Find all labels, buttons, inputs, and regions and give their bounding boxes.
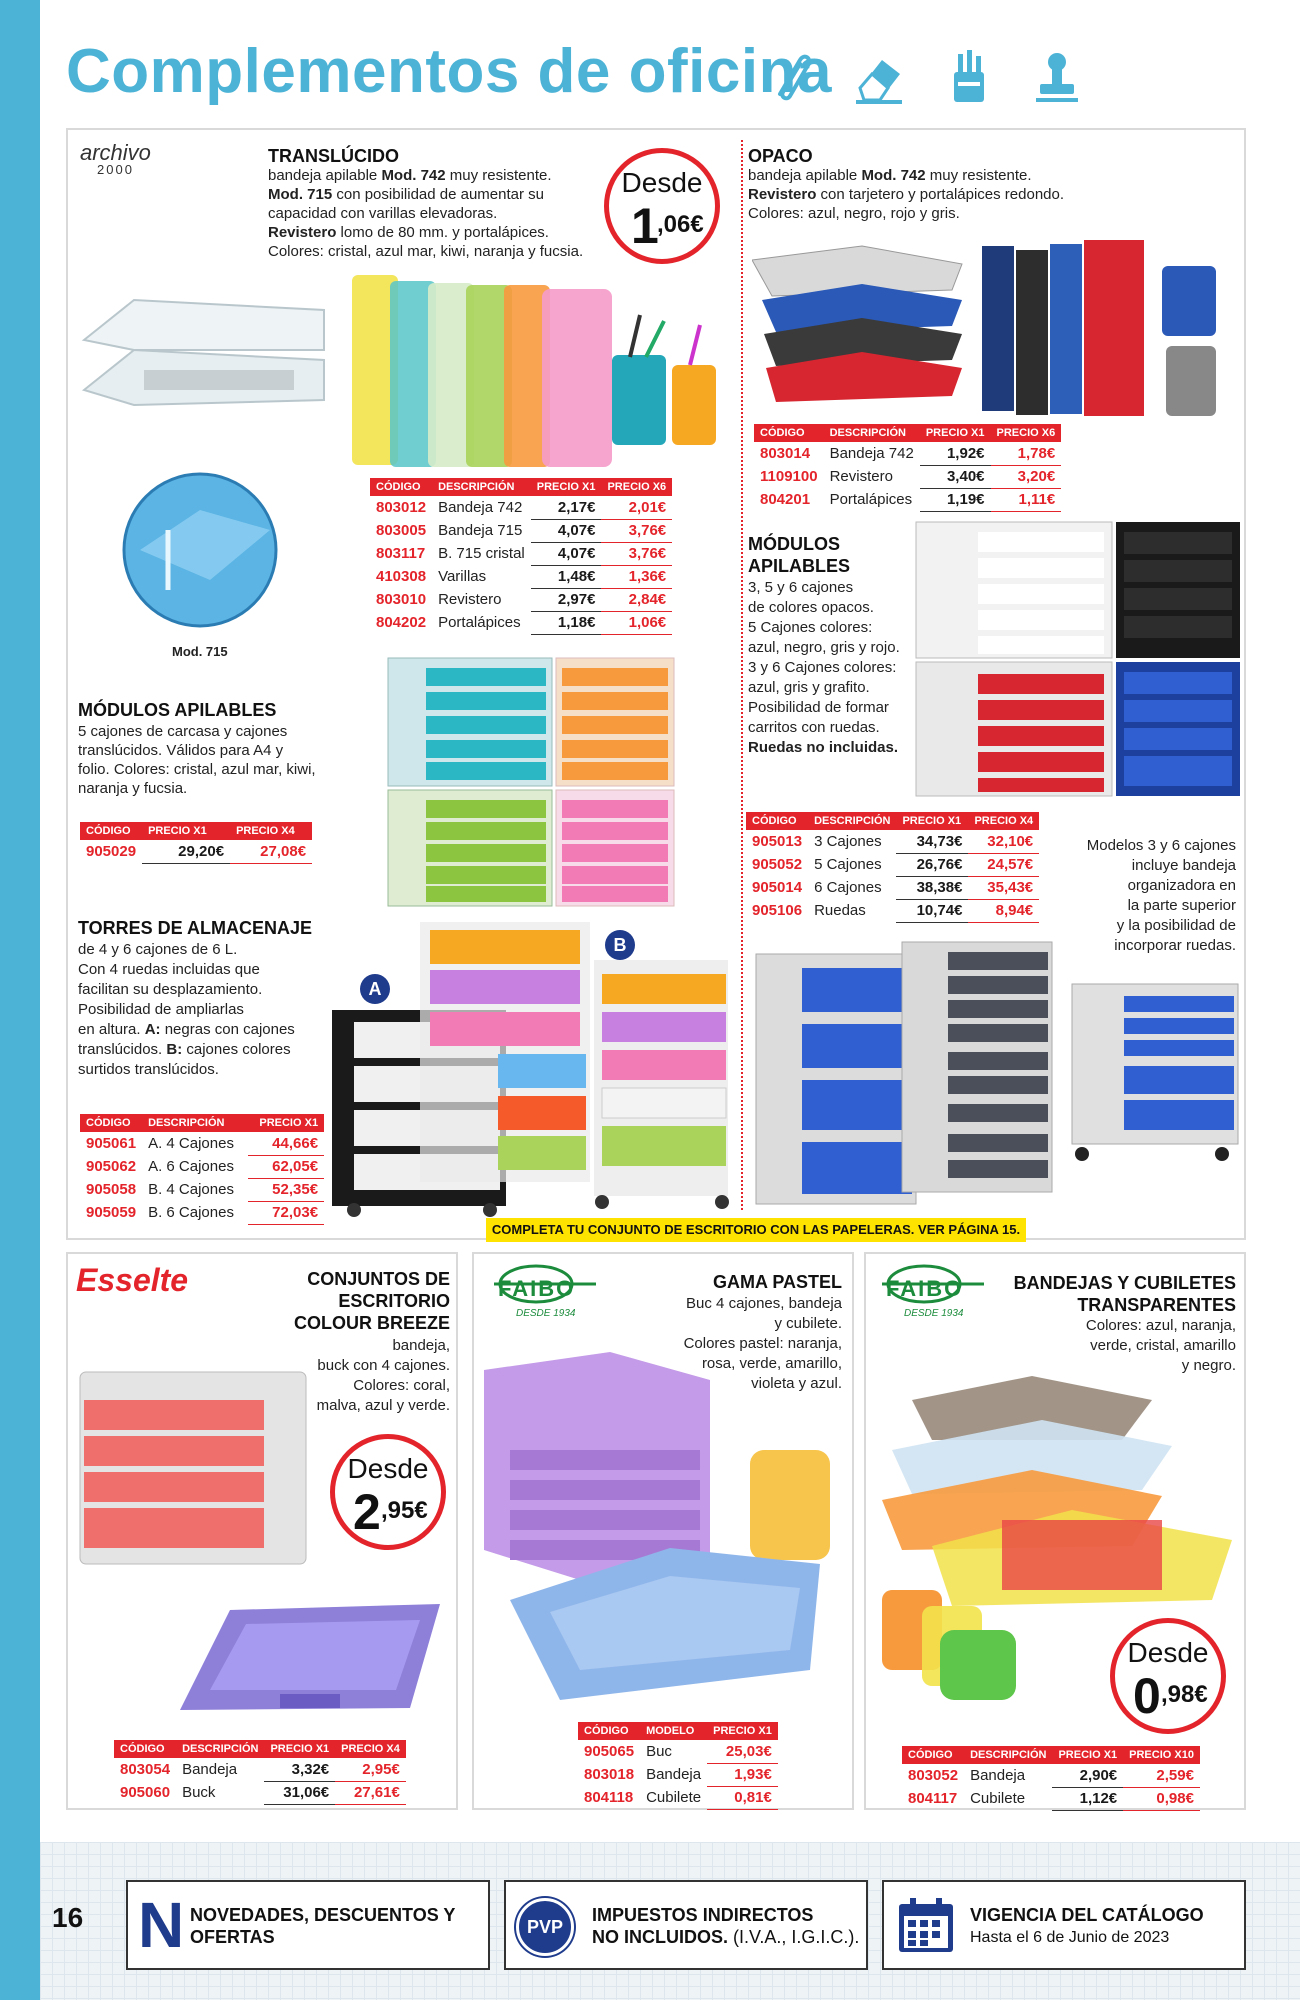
table-header-row: CÓDIGO DESCRIPCIÓN PRECIO X1 <box>80 1114 324 1132</box>
modulos-right-title-1: MÓDULOS <box>748 534 840 554</box>
esselte-logo: Esselte <box>76 1262 189 1298</box>
label-b: B <box>605 930 635 960</box>
table-row: 803010 Revistero 2,97€ 2,84€ <box>370 588 672 611</box>
opaque-trays-image <box>752 236 1232 426</box>
translucent-drawer-modules-image <box>386 650 676 910</box>
magazine-holders-image <box>350 265 730 475</box>
esselte-title: CONJUNTOS DE ESCRITORIO COLOUR BREEZE <box>293 1269 450 1333</box>
opaco-price-table <box>754 424 1061 512</box>
opaco-title: OPACO <box>748 146 813 166</box>
modulos-right-price-table <box>746 812 1039 923</box>
translucido-description: bandeja apilable Mod. 742 muy resistente. Mod. 715 con posibilidad de aumentar su capacidad con varillas elevadoras. Revistero lomo de 80 mm. y portalápices. Colores: cristal, azul mar, kiwi, naranja y fucsia. <box>268 167 584 260</box>
gama-pastel-price-table <box>578 1722 778 1810</box>
modulos-right-note: Modelos 3 y 6 cajones incluye bandeja organizadora en la parte superior y la posibilidad de incorporar ruedas. <box>1086 837 1236 954</box>
vigencia-date: Hasta el 6 de Junio de 2023 <box>970 1929 1170 1946</box>
table-header-row: CÓDIGO DESCRIPCIÓN PRECIO X1 PRECIO X4 <box>746 812 1039 830</box>
table-row: 905060 Buck 31,06€ 27,61€ <box>114 1781 406 1804</box>
page-number: 16 <box>52 1902 84 1933</box>
translucido-title: TRANSLÚCIDO <box>268 146 399 166</box>
modulos-right-description: 3, 5 y 6 cajones de colores opacos. 5 Cajones colores: azul, negro, gris y rojo. 3 y 6 Cajones colores: azul, gris y grafito. Posibilidad de formar carritos con ruedas. Ruedas no incluidas. <box>748 579 900 756</box>
table-row: 410308 Varillas 1,48€ 1,36€ <box>370 565 672 588</box>
gama-pastel-title: GAMA PASTEL <box>713 1272 842 1292</box>
table-row: 905061 A. 4 Cajones 44,66€ <box>80 1132 324 1155</box>
page-title: Complementos de oficina <box>66 37 832 106</box>
opaque-drawer-modules-image <box>912 520 1242 800</box>
price-badge-esselte: Desde 2 ,95€ <box>330 1434 446 1550</box>
gama-pastel-description: Buc 4 cajones, bandeja y cubilete. Colores pastel: naranja, rosa, verde, amarillo, violeta y azul. <box>683 1295 842 1392</box>
label-a: A <box>360 974 390 1004</box>
paperclip-icon <box>760 48 818 106</box>
footer-novedades <box>126 1880 490 1970</box>
faibo-logo-transparentes: FAIBO DESDE 1934 <box>878 1262 988 1324</box>
colour-breeze-buck-image <box>78 1370 308 1570</box>
table-row: 803117 B. 715 cristal 4,07€ 3,76€ <box>370 542 672 565</box>
vigencia-title: VIGENCIA DEL CATÁLOGO <box>970 1905 1204 1925</box>
transparentes-title: BANDEJAS Y CUBILETES TRANSPARENTES <box>1013 1273 1236 1315</box>
eraser-icon <box>850 48 908 106</box>
table-row: 803018 Bandeja 1,93€ <box>578 1763 778 1786</box>
translucent-tray-image <box>74 280 344 430</box>
transparentes-price-table <box>902 1746 1200 1811</box>
table-header-row: CÓDIGO MODELO PRECIO X1 <box>578 1722 778 1740</box>
table-header-row: CÓDIGO PRECIO X1 PRECIO X4 <box>80 822 312 840</box>
impuestos-text: IMPUESTOS INDIRECTOS NO INCLUIDOS. (I.V.A., I.G.I.C.). <box>592 1905 860 1947</box>
table-row: 905029 29,20€ 27,08€ <box>80 840 312 863</box>
table-row: 804117 Cubilete 1,12€ 0,98€ <box>902 1787 1200 1810</box>
storage-towers-image <box>330 920 730 1220</box>
table-row: 804201 Portalápices 1,19€ 1,11€ <box>754 488 1061 511</box>
novedades-text: NOVEDADES, DESCUENTOS Y OFERTAS <box>190 1905 456 1947</box>
esselte-description: bandeja, buck con 4 cajones. Colores: coral, malva, azul y verde. <box>316 1337 450 1414</box>
modulos-right-title-2: APILABLES <box>748 556 851 576</box>
transparentes-description: Colores: azul, naranja, verde, cristal, amarillo y negro. <box>1085 1317 1236 1374</box>
modulos-left-price-table <box>80 822 312 864</box>
pencil-cup-icon <box>940 48 998 106</box>
drawer-carts-image <box>752 934 1242 1210</box>
footer-impuestos <box>504 1880 868 1970</box>
faibo-logo-pastel: FAIBO DESDE 1934 <box>490 1262 600 1324</box>
novedades-n-icon: N <box>138 1889 185 1961</box>
table-row: 905065 Buc 25,03€ <box>578 1740 778 1763</box>
table-header-row: CÓDIGO DESCRIPCIÓN PRECIO X1 PRECIO X10 <box>902 1746 1200 1764</box>
colour-breeze-tray-image <box>170 1590 450 1720</box>
modulos-left-description: 5 cajones de carcasa y cajones translúcidos. Válidos para A4 y folio. Colores: cristal, azul mar, kiwi, naranja y fucsia. <box>78 723 316 797</box>
torres-price-table <box>80 1114 324 1225</box>
table-row: 803012 Bandeja 742 2,17€ 2,01€ <box>370 496 672 519</box>
price-badge-translucido: Desde 1 ,06€ <box>604 148 720 264</box>
table-row: 905059 B. 6 Cajones 72,03€ <box>80 1201 324 1224</box>
stamp-icon <box>1028 48 1086 106</box>
table-header-row: CÓDIGO DESCRIPCIÓN PRECIO X1 PRECIO X4 <box>114 1740 406 1758</box>
modulos-left-title: MÓDULOS APILABLES <box>78 700 277 720</box>
archivo-logo: archivo 2000 <box>80 140 151 177</box>
mod715-caption: Mod. 715 <box>172 644 228 659</box>
table-row: 1109100 Revistero 3,40€ 3,20€ <box>754 465 1061 488</box>
section-divider <box>741 140 743 1210</box>
calendar-icon <box>896 1896 956 1956</box>
torres-description: de 4 y 6 cajones de 6 L. Con 4 ruedas incluidas que facilitan su desplazamiento. Posibilidad de ampliarlas en altura. A: negras con cajones translúcidos. B: cajones colores surtidos translúcidos. <box>78 941 295 1078</box>
table-row: 804202 Portalápices 1,18€ 1,06€ <box>370 611 672 634</box>
table-header-row: CÓDIGO DESCRIPCIÓN PRECIO X1 PRECIO X6 <box>370 478 672 496</box>
table-row: 905058 B. 4 Cajones 52,35€ <box>80 1178 324 1201</box>
table-row: 905014 6 Cajones 38,38€ 35,43€ <box>746 876 1039 899</box>
table-row: 905052 5 Cajones 26,76€ 24,57€ <box>746 853 1039 876</box>
footer-vigencia <box>882 1880 1246 1970</box>
papeleras-banner[interactable]: COMPLETA TU CONJUNTO DE ESCRITORIO CON LAS PAPELERAS. VER PÁGINA 15. <box>486 1218 1026 1242</box>
left-accent-bar <box>0 0 40 2000</box>
table-row: 803014 Bandeja 742 1,92€ 1,78€ <box>754 442 1061 465</box>
table-row: 905062 A. 6 Cajones 62,05€ <box>80 1155 324 1178</box>
table-row: 803052 Bandeja 2,90€ 2,59€ <box>902 1764 1200 1787</box>
table-row: 905106 Ruedas 10,74€ 8,94€ <box>746 899 1039 922</box>
table-row: 803005 Bandeja 715 4,07€ 3,76€ <box>370 519 672 542</box>
torres-title: TORRES DE ALMACENAJE <box>78 918 313 938</box>
pvp-icon: PVP <box>516 1898 574 1956</box>
price-badge-transparentes: Desde 0 ,98€ <box>1110 1618 1226 1734</box>
opaco-description: bandeja apilable Mod. 742 muy resistente. Revistero con tarjetero y portalápices redondo. Colores: azul, negro, rojo y gris. <box>748 167 1065 222</box>
translucido-price-table <box>370 478 672 635</box>
table-row: 804118 Cubilete 0,81€ <box>578 1786 778 1809</box>
table-header-row: CÓDIGO DESCRIPCIÓN PRECIO X1 PRECIO X6 <box>754 424 1061 442</box>
table-row: 905013 3 Cajones 34,73€ 32,10€ <box>746 830 1039 853</box>
esselte-price-table <box>114 1740 406 1805</box>
pastel-products-image <box>480 1350 850 1720</box>
table-row: 803054 Bandeja 3,32€ 2,95€ <box>114 1758 406 1781</box>
mod715-detail-image <box>120 470 280 630</box>
